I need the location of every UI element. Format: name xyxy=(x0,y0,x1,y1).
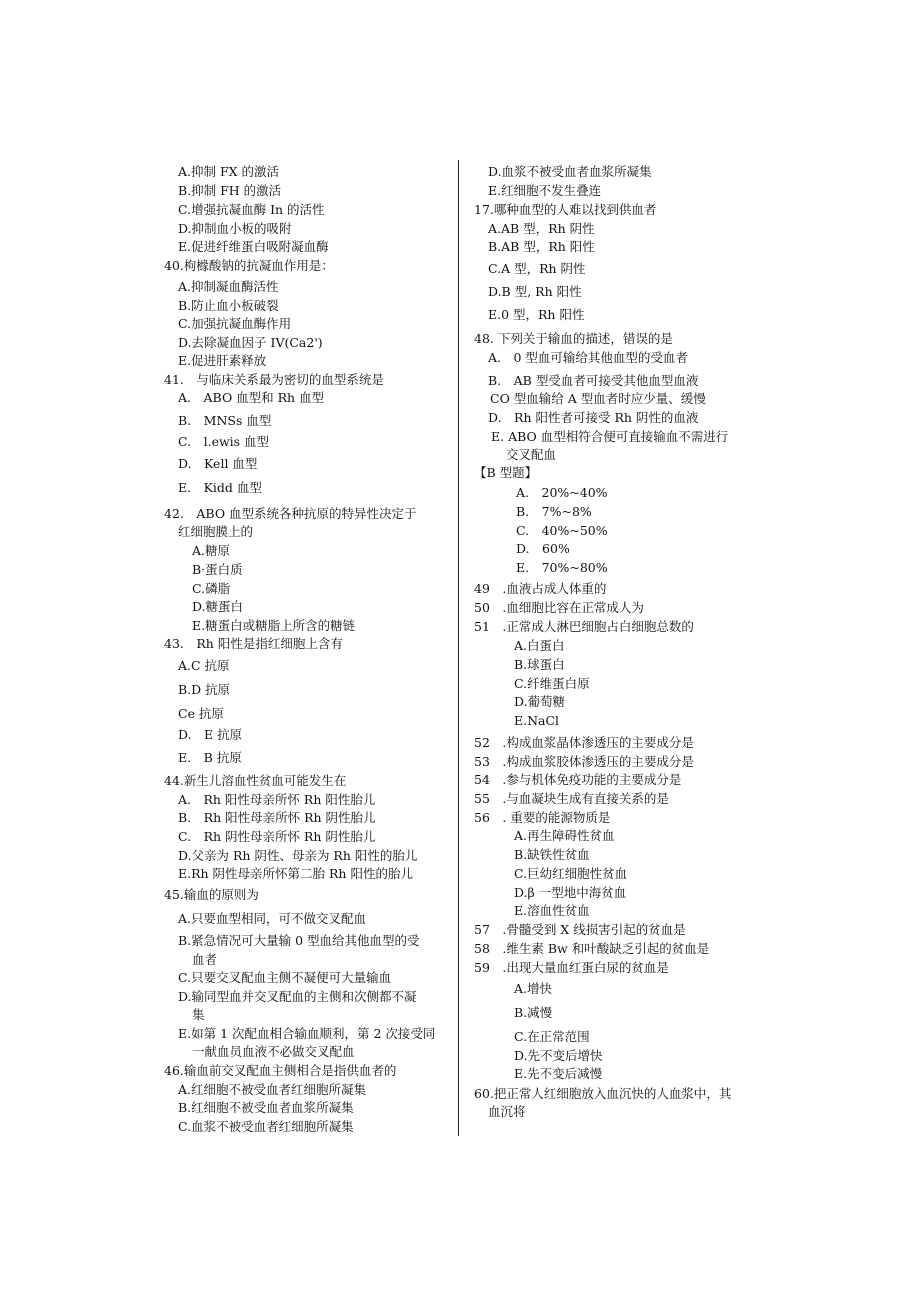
text-line: 血沉将 xyxy=(488,1104,526,1119)
text-line: C.血浆不被受血者红细胞所凝集 xyxy=(178,1119,354,1134)
question-text: 42. ABO 血型系统各种抗原的特异性决定于 xyxy=(164,506,417,521)
question-text: 41. 与临床关系最为密切的血型系统是 xyxy=(164,372,384,387)
question-text: 58 .维生素 Bw 和叶酸缺乏引起的贫血是 xyxy=(474,941,710,956)
section-heading: 【B 型题】 xyxy=(474,465,538,480)
text-line: D.β 一型地中海贫血 xyxy=(514,885,627,900)
text-line: Ce 抗原 xyxy=(178,706,224,721)
text-line: A. Rh 阳性母亲所怀 Rh 阳性胎儿 xyxy=(178,792,376,807)
text-line: E.促进纤维蛋白吸附凝血酶 xyxy=(178,239,329,254)
text-line: 一献血员血液不必做交叉配血 xyxy=(192,1044,355,1059)
text-line: D. E 抗原 xyxy=(178,727,243,742)
text-line: E. B 抗原 xyxy=(178,750,242,765)
text-line: A.增快 xyxy=(514,981,553,996)
text-line: E. ABO 血型相符合便可直接输血不需进行 xyxy=(491,429,729,444)
text-line: E.先不变后减慢 xyxy=(514,1066,603,1081)
text-line: B. Rh 阳性母亲所怀 Rh 阴性胎儿 xyxy=(178,810,376,825)
text-line: C.纤维蛋白原 xyxy=(514,676,590,691)
text-line: C.增强抗凝血酶 In 的活性 xyxy=(178,202,325,217)
text-line: B.防止血小板破裂 xyxy=(178,298,279,313)
text-line: A.抑制凝血酶活性 xyxy=(178,279,279,294)
question-text: 54 .参与机体免疫功能的主要成分是 xyxy=(474,772,682,787)
text-line: B. MNSs 血型 xyxy=(178,413,272,428)
text-line: D.父亲为 Rh 阴性、母亲为 Rh 阳性的胎儿 xyxy=(178,848,418,863)
text-line: B.紧急情况可大量输 0 型血给其他血型的受 xyxy=(178,933,420,948)
text-line: E. Kidd 血型 xyxy=(178,480,262,495)
text-line: B·蛋白质 xyxy=(192,562,243,577)
text-line: B.缺铁性贫血 xyxy=(514,847,590,862)
text-line: B.球蛋白 xyxy=(514,657,565,672)
text-line: A.AB 型，Rh 阴性 xyxy=(488,221,595,236)
question-text: 60.把正常人红细胞放入血沉快的人血浆中，其 xyxy=(474,1086,732,1101)
text-line: B.减慢 xyxy=(514,1005,553,1020)
text-line: E. 70%~80% xyxy=(516,560,608,575)
text-line: D.B 型, Rh 阳性 xyxy=(488,284,582,299)
text-line: C.加强抗凝血酶作用 xyxy=(178,316,292,331)
text-line: B.D 抗原 xyxy=(178,682,231,697)
question-text: 44.新生儿溶血性贫血可能发生在 xyxy=(164,773,347,788)
question-text: 43. Rh 阳性是指红细胞上含有 xyxy=(164,636,343,651)
text-line: C. Rh 阴性母亲所怀 Rh 阴性胎儿 xyxy=(178,829,376,844)
text-line: C.磷脂 xyxy=(192,581,231,596)
text-line: E.0 型，Rh 阳性 xyxy=(488,307,585,322)
question-text: 53 .构成血浆胶体渗透压的主要成分是 xyxy=(474,754,694,769)
text-line: E.NaCl xyxy=(514,713,560,728)
text-line: 血者 xyxy=(192,952,218,967)
text-line: B. 7%~8% xyxy=(516,504,592,519)
text-line: D.血浆不被受血者血浆所凝集 xyxy=(488,164,652,179)
text-line: E.红细胞不发生叠连 xyxy=(488,183,602,198)
question-text: 56 . 重要的能源物质是 xyxy=(474,810,611,825)
text-line: A. 20%~40% xyxy=(516,485,608,500)
question-text: 50 .血细胞比容在正常成人为 xyxy=(474,600,644,615)
text-line: A.红细胞不被受血者红细胞所凝集 xyxy=(178,1082,367,1097)
text-line: E.糖蛋白或糖脂上所含的糖链 xyxy=(192,618,356,633)
text-line: A. 0 型血可输给其他血型的受血者 xyxy=(488,350,688,365)
text-line: D. Rh 阳性者可接受 Rh 阴性的血液 xyxy=(488,410,699,425)
text-line: A. ABO 血型和 Rh 血型 xyxy=(178,390,325,405)
question-text: 59 .出现大量血红蛋白尿的贫血是 xyxy=(474,960,669,975)
text-line: D.糖蛋白 xyxy=(192,599,244,614)
question-text: 48. 下列关于输血的描述，错误的是 xyxy=(474,331,673,346)
question-text: 49 .血液占成人体重的 xyxy=(474,581,607,596)
text-line: CO 型血输给 A 型血者时应少量、缓慢 xyxy=(490,391,706,406)
text-line: C.在正常范围 xyxy=(514,1029,590,1044)
text-line: D.抑制血小板的吸附 xyxy=(178,221,292,236)
text-line: C.A 型，Rh 阴性 xyxy=(488,261,586,276)
question-text: 17.哪种血型的人难以找到供血者 xyxy=(474,202,657,217)
text-line: E.Rh 阴性母亲所怀第二胎 Rh 阳性的胎儿 xyxy=(178,866,413,881)
text-line: E.促进肝素释放 xyxy=(178,353,267,368)
text-line: A.只要血型相同，可不做交叉配血 xyxy=(178,911,367,926)
question-text: 57 .骨髓受到 X 线损害引起的贫血是 xyxy=(474,922,686,937)
text-line: D. Kell 血型 xyxy=(178,456,258,471)
text-line: B.AB 型，Rh 阳性 xyxy=(488,239,595,254)
question-text: 51 .正常成人淋巴细胞占白细胞总数的 xyxy=(474,619,694,634)
text-line: B. AB 型受血者可接受其他血型血液 xyxy=(488,373,699,388)
text-line: A.糖原 xyxy=(192,543,231,558)
text-line: E.如第 1 次配血相合输血顺利，第 2 次接受同 xyxy=(178,1026,436,1041)
text-line: D.先不变后增快 xyxy=(514,1048,603,1063)
question-text: 45.输血的原则为 xyxy=(164,887,259,902)
text-line: C.巨幼红细胞性贫血 xyxy=(514,866,628,881)
text-line: D.葡萄糖 xyxy=(514,694,566,709)
text-line: D.输同型血并交叉配血的主侧和次侧都不凝 xyxy=(178,989,417,1004)
text-line: E.溶血性贫血 xyxy=(514,903,590,918)
text-line: D.去除凝血因子 IV(Ca2') xyxy=(178,335,323,350)
text-line: 红细胞膜上的 xyxy=(178,524,254,539)
text-line: B.红细胞不被受血者血浆所凝集 xyxy=(178,1100,354,1115)
text-line: B.抑制 FH 的激活 xyxy=(178,183,282,198)
question-text: 46.输血前交叉配血主侧相合是指供血者的 xyxy=(164,1063,397,1078)
text-line: 交叉配血 xyxy=(506,447,557,462)
question-text: 40.枸橼酸钠的抗凝血作用是： xyxy=(164,258,334,273)
text-line: C. 40%~50% xyxy=(516,523,608,538)
text-line: C.只要交叉配血主侧不凝便可大量输血 xyxy=(178,970,392,985)
text-line: D. 60% xyxy=(516,541,570,556)
text-line: A.抑制 FX 的激活 xyxy=(178,164,280,179)
text-line: 集 xyxy=(192,1007,205,1022)
text-line: A.C 抗原 xyxy=(178,658,230,673)
question-text: 52 .构成血浆晶体渗透压的主要成分是 xyxy=(474,735,694,750)
text-line: A.再生障碍性贫血 xyxy=(514,828,615,843)
question-text: 55 .与血凝块生成有直接关系的是 xyxy=(474,791,669,806)
column-divider xyxy=(458,160,459,1136)
text-line: C. l.ewis 血型 xyxy=(178,434,270,449)
text-line: A.白蛋白 xyxy=(514,638,565,653)
